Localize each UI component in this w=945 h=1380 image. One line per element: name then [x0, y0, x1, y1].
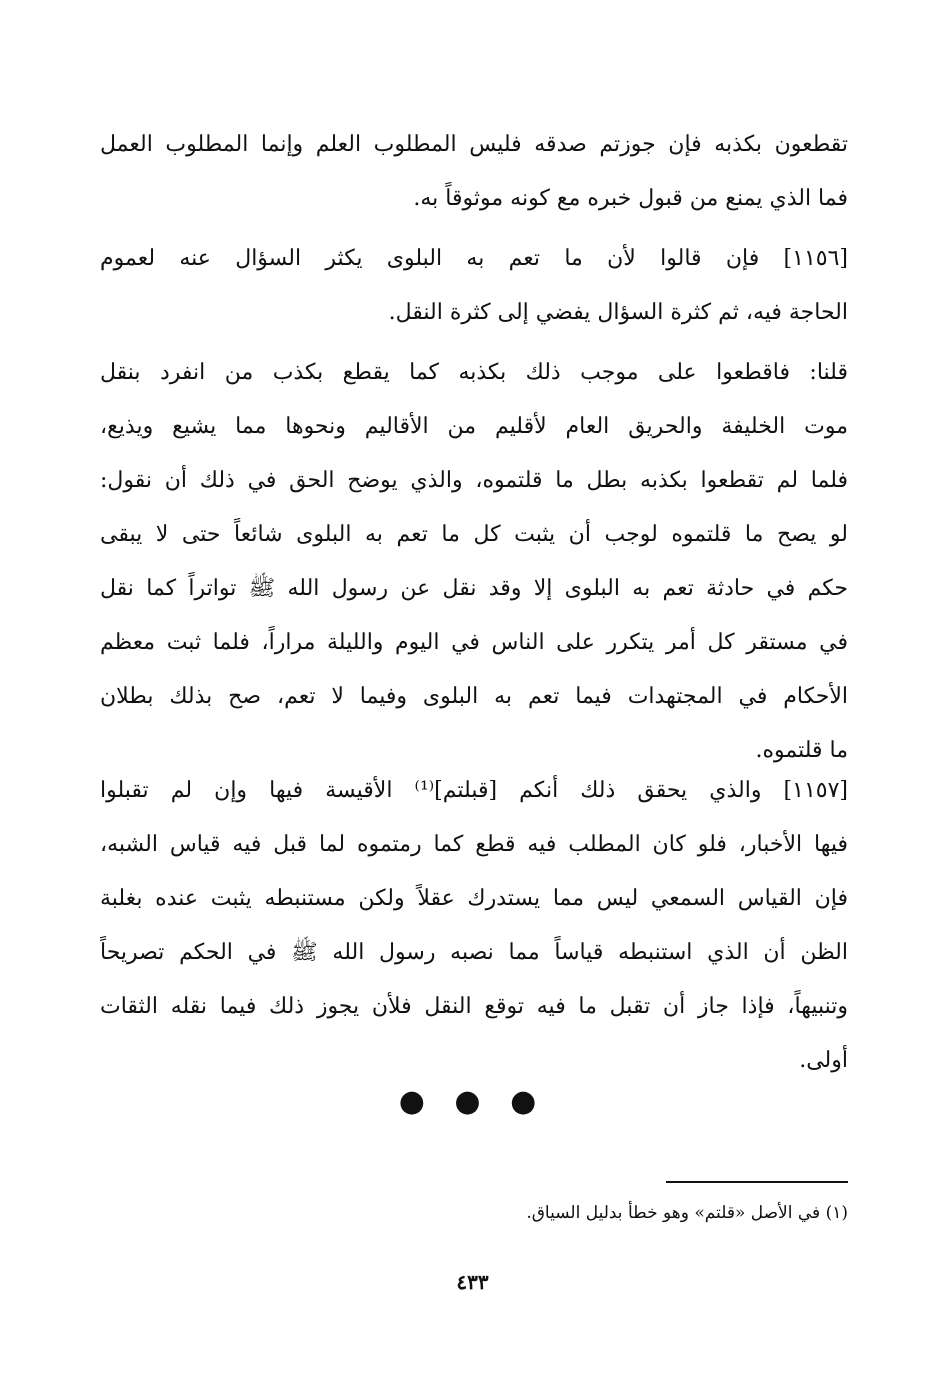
- section-separator: ● ● ●: [398, 1084, 547, 1119]
- paragraph-1157: [100, 764, 848, 1088]
- text-line: فلما لم تقطعوا بكذبه بطل ما قلتموه، والذي يوضح الحق في ذلك أن نقول:: [100, 468, 848, 493]
- text-line: فإن القياس السمعي ليس مما يستدرك عقلاً ولكن مستنبطه يثبت عنده بغلبة: [100, 886, 848, 911]
- text-line: [١١٥٦] فإن قالوا لأن ما تعم به البلوى يكثر السؤال عنه لعموم: [100, 246, 848, 271]
- footnote-divider: [666, 1181, 848, 1183]
- text-line: الأحكام في المجتهدات فيما تعم به البلوى وفيما لا تعم، صح بذلك بطلان: [100, 684, 848, 709]
- text-line: قلنا: فاقطعوا على موجب ذلك بكذبه كما يقطع بكذب من انفرد بنقل: [100, 360, 848, 385]
- text-line: موت الخليفة والحريق العام لأقليم من الأقاليم ونحوها مما يشيع ويذيع،: [100, 414, 848, 439]
- text-line: الحاجة فيه، ثم كثرة السؤال يفضي إلى كثرة النقل.: [388, 300, 848, 325]
- footnote: (١) في الأصل «قلتم» وهو خطأ بدليل السياق.: [526, 1203, 848, 1223]
- text-line: ما قلتموه.: [755, 738, 848, 763]
- paragraph-1: [100, 118, 848, 226]
- text-line: الظن أن الذي استنبطه قياساً مما نصبه رسول الله ﷺ في الحكم تصريحاً: [100, 940, 848, 965]
- text-line: [١١٥٧] والذي يحقق ذلك أنكم [قبلتم]⁽¹⁾ الأقيسة فيها وإن لم تقبلوا: [100, 778, 848, 803]
- text-line: لو يصح ما قلتموه لوجب أن يثبت كل ما تعم به البلوى شائعاً حتى لا يبقى: [100, 522, 848, 547]
- text-line: فيها الأخبار، فلو كان المطلب فيه قطع كما رمتموه لما قبل فيه قياس الشبه،: [100, 832, 848, 857]
- text-line: تقطعون بكذبه فإن جوزتم صدقه فليس المطلوب العلم وإنما المطلوب العمل: [100, 132, 848, 157]
- text-line: حكم في حادثة تعم به البلوى إلا وقد نقل عن رسول الله ﷺ تواتراً كما نقل: [100, 576, 848, 601]
- page-number: ٤٣٣: [456, 1270, 489, 1294]
- text-line: وتنبيهاً، فإذا جاز أن تقبل ما فيه توقع النقل فلأن يجوز ذلك فيما نقله الثقات: [100, 994, 848, 1019]
- paragraph-answer: [100, 346, 848, 778]
- paragraph-1156: [100, 232, 848, 340]
- text-line: أولى.: [799, 1048, 848, 1073]
- text-line: في مستقر كل أمر يتكرر على الناس في اليوم والليلة مراراً، فلما ثبت معظم: [100, 630, 848, 655]
- text-line: فما الذي يمنع من قبول خبره مع كونه موثوقاً به.: [413, 186, 848, 211]
